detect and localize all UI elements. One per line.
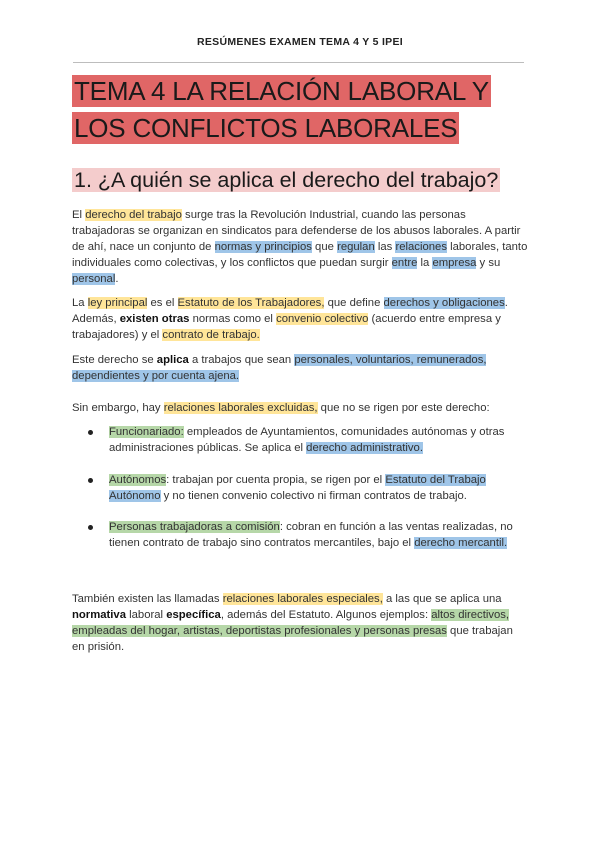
text: a las que se aplica una <box>382 593 502 605</box>
highlight: altos directivos, empleadas del hogar, artistas, deportistas profesionales y personas presas <box>72 609 510 637</box>
text: laborales, tanto individuales como colectivas, y los conflictos que puedan surgir <box>72 241 528 269</box>
highlight: ley principal <box>87 297 148 309</box>
text: surge tras la Revolución Industrial, cuando las personas trabajadoras se organizan en sindicatos para defenderse de los abusos laborales. A partir de ahí, nace un conjunto de <box>72 209 521 253</box>
document-title <box>72 73 532 147</box>
highlight: Personas trabajadoras a comisión <box>109 521 280 533</box>
text: Este derecho se <box>72 354 157 366</box>
title-line-2: LOS CONFLICTOS LABORALES <box>74 113 458 143</box>
excluded-list <box>72 519 528 551</box>
highlight: Estatuto de los Trabajadores, <box>177 297 325 309</box>
text: la <box>417 257 433 269</box>
text: y su <box>476 257 501 269</box>
highlight: relaciones laborales especiales, <box>222 593 383 605</box>
header-divider <box>73 62 524 63</box>
list-item <box>72 472 528 504</box>
highlight: Estatuto del Trabajo Autónomo <box>109 474 486 502</box>
text: . <box>115 273 119 285</box>
text: que trabajan en prisión. <box>72 625 513 653</box>
section-heading-text: 1. ¿A quién se aplica el derecho del trabajo? <box>74 168 499 192</box>
highlight: derecho mercantil. <box>414 537 508 549</box>
highlight: regulan <box>337 241 375 253</box>
text: que <box>311 241 338 253</box>
highlight: empresa <box>432 257 477 269</box>
page-header: RESÚMENES EXAMEN TEMA 4 Y 5 IPEI <box>196 36 404 48</box>
excluded-list <box>72 424 528 456</box>
list-item <box>72 424 528 456</box>
text: es el <box>147 297 178 309</box>
title-line-1: TEMA 4 LA RELACIÓN LABORAL Y <box>74 76 489 106</box>
text: que define <box>324 297 384 309</box>
highlight: personal <box>72 273 116 285</box>
highlight: Autónomos <box>109 474 167 486</box>
text: . Además, <box>72 297 508 325</box>
paragraph-applies <box>72 352 528 384</box>
bold-text: normativa <box>72 609 126 621</box>
section-heading <box>72 166 500 194</box>
text: y no tienen convenio colectivo ni firman contratos de trabajo. <box>160 490 467 502</box>
list-item <box>72 519 528 551</box>
text: Sin embargo, hay <box>72 402 164 414</box>
text: , además del Estatuto. Algunos ejemplos: <box>220 609 432 621</box>
bold-text: específica <box>166 609 221 621</box>
text: (acuerdo entre empresa y trabajadores) y el <box>72 313 501 341</box>
excluded-list <box>72 472 528 504</box>
text: También existen las llamadas <box>72 593 223 605</box>
highlight: derechos y obligaciones <box>383 297 505 309</box>
text: La <box>72 297 88 309</box>
highlight: relaciones laborales excluidas, <box>163 402 318 414</box>
highlight: Funcionariado: <box>109 426 184 438</box>
paragraph-intro <box>72 207 528 287</box>
paragraph-law <box>72 295 528 343</box>
highlight: convenio colectivo <box>276 313 369 325</box>
text: laboral <box>126 609 167 621</box>
highlight: normas y principios <box>214 241 312 253</box>
highlight: contrato de trabajo. <box>162 329 260 341</box>
text: empleados de Ayuntamientos, comunidades autónomas y otras administraciones públicas. Se aplica el <box>109 426 505 454</box>
highlight: derecho del trabajo <box>85 209 182 221</box>
text: normas como el <box>189 313 277 325</box>
text: a trabajos que sean <box>188 354 295 366</box>
text: que no se rigen por este derecho: <box>317 402 490 414</box>
highlight: entre <box>391 257 418 269</box>
highlight: personales, voluntarios, remunerados, dependientes y por cuenta ajena. <box>72 354 487 382</box>
text: : trabajan por cuenta propia, se rigen por el <box>166 474 386 486</box>
bold-text: aplica <box>156 354 189 366</box>
highlight: relaciones <box>395 241 447 253</box>
text: : cobran en función a las ventas realizadas, no tienen contrato de trabajo sino contratos mercantiles, bajo el <box>109 521 513 549</box>
text: las <box>374 241 396 253</box>
highlight: derecho administrativo. <box>306 442 423 454</box>
paragraph-special <box>72 591 528 655</box>
paragraph-excluded <box>72 400 528 416</box>
text: El <box>72 209 86 221</box>
bold-text: existen otras <box>119 313 190 325</box>
